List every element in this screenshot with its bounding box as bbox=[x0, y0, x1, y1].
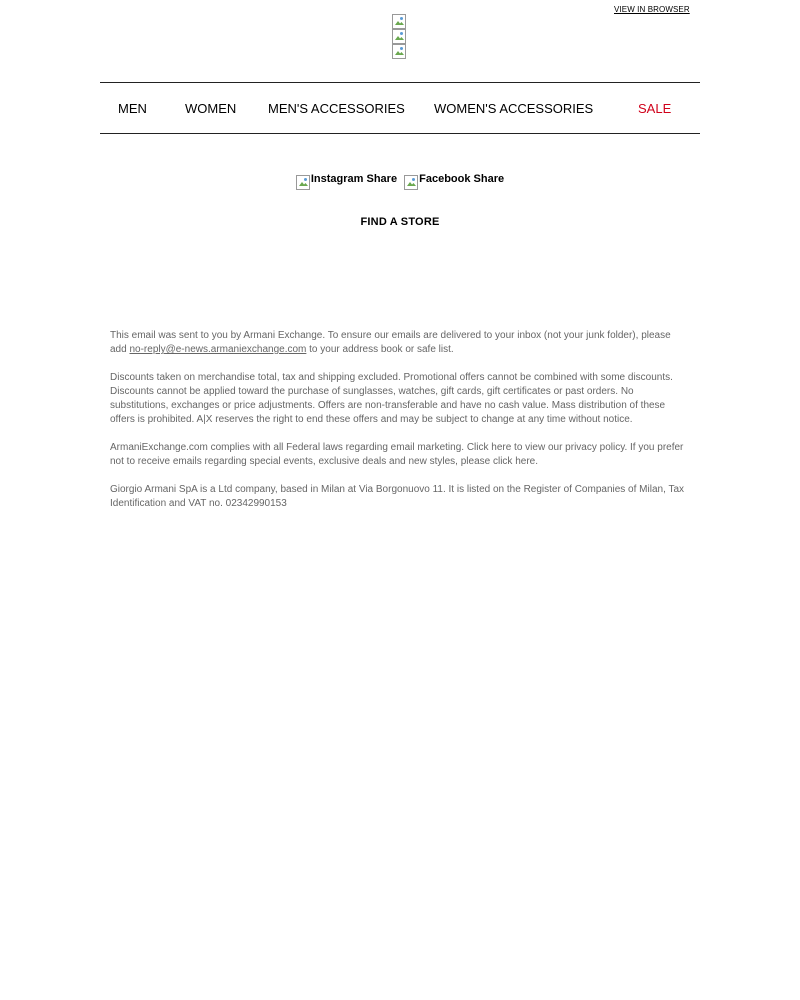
nav-item-womens-accessories[interactable]: WOMEN'S ACCESSORIES bbox=[434, 101, 594, 116]
nav-item-women[interactable]: WOMEN bbox=[185, 101, 237, 116]
footer-delivery-text-before: This email was sent to you by Armani Exchange. To ensure our emails are delivered to your inbox (not your junk folder), please add bbox=[110, 330, 671, 355]
broken-image-icon bbox=[392, 29, 406, 44]
footer-paragraph-company: Giorgio Armani SpA is a Ltd company, based in Milan at Via Borgonuovo 11. It is listed on the Register of Companies of Milan, Tax Identification and VAT no. 02342990153 bbox=[110, 484, 685, 509]
footer-delivery-text-after: to your address book or safe list. bbox=[306, 344, 454, 355]
find-a-store-link[interactable]: FIND A STORE bbox=[360, 216, 440, 228]
facebook-icon bbox=[404, 175, 418, 190]
social-share-row bbox=[0, 173, 800, 190]
footer-legal bbox=[110, 329, 690, 525]
facebook-share-label: Facebook Share bbox=[419, 173, 505, 185]
footer-paragraph-delivery bbox=[110, 329, 690, 357]
instagram-share-label: Instagram Share bbox=[310, 173, 398, 185]
facebook-share-link[interactable] bbox=[404, 173, 504, 190]
instagram-icon bbox=[296, 175, 310, 190]
logo-image-stack bbox=[392, 14, 408, 59]
category-nav bbox=[100, 82, 700, 134]
footer-paragraph-compliance: ArmaniExchange.com complies with all Federal laws regarding email marketing. Click here to view our privacy policy. If you prefer not to receive emails regarding special events, exclusive deals and new styles, please click here. bbox=[110, 442, 684, 467]
nav-item-men[interactable]: MEN bbox=[118, 101, 147, 116]
instagram-share-link[interactable] bbox=[296, 173, 397, 190]
view-in-browser-link[interactable]: VIEW IN BROWSER bbox=[614, 5, 690, 14]
nav-item-mens-accessories[interactable]: MEN'S ACCESSORIES bbox=[268, 101, 405, 116]
broken-image-icon bbox=[392, 44, 406, 59]
broken-image-icon bbox=[392, 14, 406, 29]
nav-item-sale[interactable]: SALE bbox=[638, 101, 672, 116]
no-reply-email-link[interactable]: no-reply@e-news.armaniexchange.com bbox=[129, 344, 307, 355]
footer-paragraph-discounts: Discounts taken on merchandise total, tax and shipping excluded. Promotional offers cannot be combined with some discounts. Discounts cannot be applied toward the purchase of sunglasses, watches, gift cards, gift certificates or past orders. No substitutions, exchanges or price adjustments. Offers are non-transferable and have no cash value. Mass distribution of these offers is prohibited. A|X reserves the right to end these offers and may be subject to change at any time without notice. bbox=[110, 372, 673, 425]
